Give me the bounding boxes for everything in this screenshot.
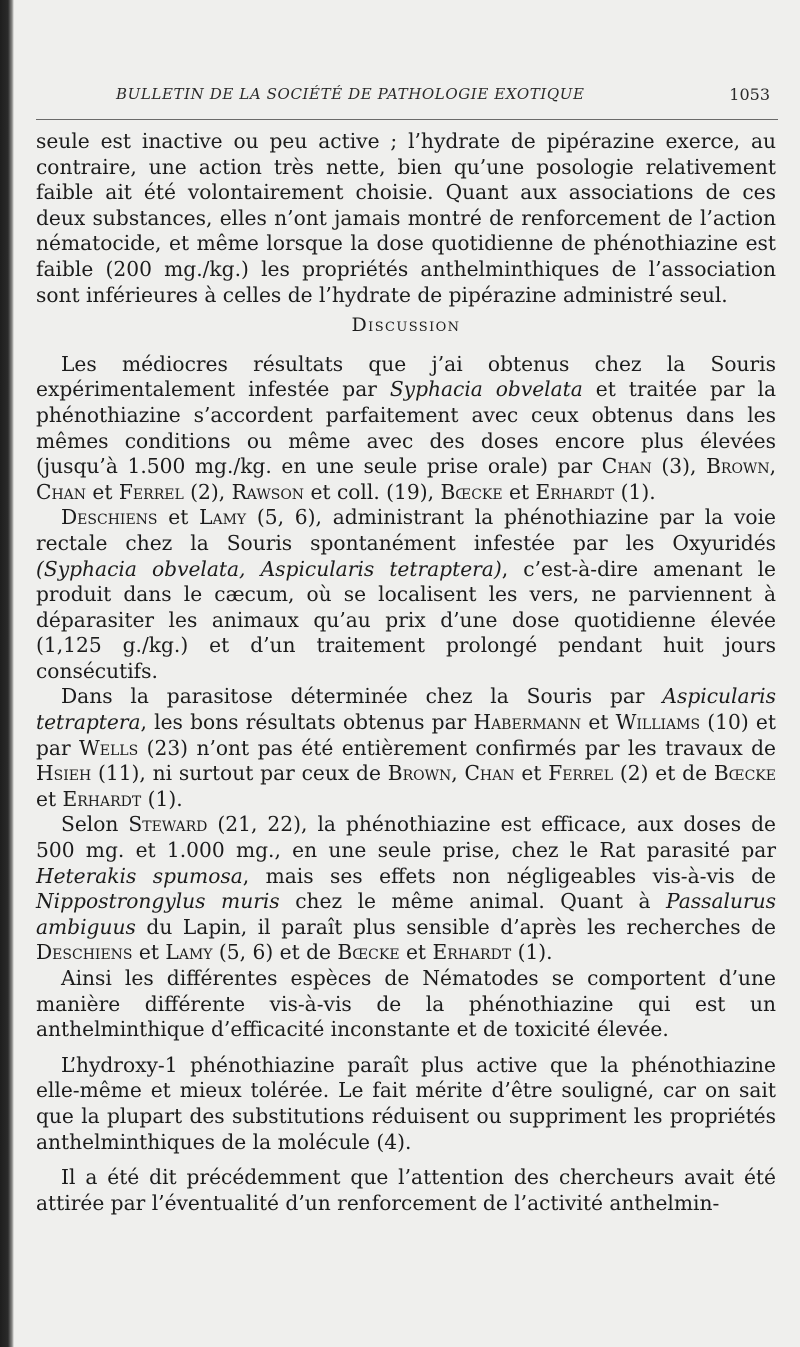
text-run: du Lapin, il paraît plus sensible d’après les recherches de [135,914,776,939]
text-run: (5, 6), administrant la phénothiazine par la voie rectale chez la Souris spontanément infestée par les Oxyuridés [36,505,776,555]
author-name: Brown [706,454,770,479]
text-run: et [399,940,433,965]
author-name: Steward [128,812,208,837]
text-run: , [451,761,465,786]
author-name: Hsieh [36,761,92,786]
text-run: (3), [651,454,707,479]
author-name: Deschiens [36,940,133,965]
text-run: (11), ni surtout par ceux de [91,761,388,786]
text-run: et traitée par la phénothiazine s’accordent parfaitement avec ceux obtenus dans les mêmes conditions ou même avec des doses encore plus élevées (jusqu’à 1.500 mg./kg. en une seule prise orale) par [36,377,776,479]
author-name: Lamy [199,505,247,530]
running-head: BULLETIN DE LA SOCIÉTÉ DE PATHOLOGIE EXOTIQUE [116,85,585,103]
text-run: (5, 6) et de [212,940,338,965]
author-name: Brown [387,761,452,786]
author-name: Bœcke [440,479,503,504]
text-run: (1). [614,479,656,504]
author-name: Rawson [231,479,305,504]
section-heading: Discussion [351,314,461,337]
author-name: Erhardt [535,479,615,504]
paragraph [36,1053,776,1155]
text-run: et [581,710,616,735]
author-name: Ferrel [548,761,614,786]
author-name: Lamy [165,940,213,965]
author-name: Erhardt [62,786,142,811]
paragraph [36,352,776,506]
text-run: (2) et de [613,761,714,786]
author-name: Deschiens [61,505,158,530]
text-run: Les médiocres résultats que j’ai obtenus chez la Souris expérimentalement infestée par [36,351,776,402]
text-run: (1). [141,786,183,811]
paragraph [36,505,776,684]
italic-text: Nippostrongylus muris [36,889,280,914]
text-run: Selon [61,812,129,837]
text-run: L’hydroxy-1 phénothiazine paraît plus active que la phénothiazine elle-même et mieux tolérée. Le fait mérite d’être souligné, car on sait que la plupart des substitutions réduisent ou suppriment les propriétés anthelminthiques de la molécule (4). [36,1052,776,1154]
author-name: Ferrel [118,479,184,504]
text-run: et [36,786,63,811]
header-rule [36,119,778,120]
text-run: , mais ses effets non négligeables vis-à-vis de [242,863,776,888]
italic-text: Passalurus ambiguus [36,889,776,939]
author-name: Bœcke [713,761,776,786]
page-binding-edge [0,0,14,1347]
text-run: (21, 22), la phénothiazine est efficace, aux doses de 500 mg. et 1.000 mg., en une seule prise, chez le Rat parasité par [36,812,776,863]
paragraph [36,129,776,308]
text-run: , [769,454,776,479]
text-run: et [157,505,200,530]
page-header [36,85,778,109]
text-run: et [502,479,536,504]
text-run: chez le même animal. Quant à [279,889,667,914]
italic-text: Heterakis spumosa [36,863,243,888]
paragraph [36,1165,776,1216]
text-run: et coll. (19), [304,479,441,504]
author-name: Chan [36,479,87,504]
text-run: (23) n’ont pas été entièrement confirmés par les travaux de [138,735,776,760]
italic-text: Syphacia obvelata [389,377,583,402]
text-run: seule est inactive ou peu active ; l’hydrate de pipérazine exerce, au contraire, une action très nette, bien qu’une posologie relativement faible ait été volontairement choisie. Quant aux associations de ces deux substances, elles n’ont jamais montré de renforcement de l’action nématocide, et même lorsque la dose quotidienne de phénothiazine est faible (200 mg./kg.) les propriétés anthelminthiques de l’association sont inférieures à celles de l’hydrate de pipérazine administré seul. [36,129,776,307]
text-run: et [514,761,549,786]
author-name: Erhardt [432,940,512,965]
author-name: Bœcke [337,940,400,965]
paragraph [36,812,776,966]
text-run: , les bons résultats obtenus par [140,710,474,735]
text-run: (10) et par [36,710,776,760]
author-name: Chan [601,454,652,479]
text-run: Il a été dit précédemment que l’attention des chercheurs avait été attirée par l’éventualité d’un renforcement de l’activité anthelmin- [36,1165,776,1215]
text-run: Dans la parasitose déterminée chez la Souris par [61,684,663,709]
author-name: Chan [464,761,515,786]
text-run: Ainsi les différentes espèces de Nématodes se comportent d’une manière différente vis-à-vis de la phénothiazine qui est un anthelminthique d’efficacité inconstante et de toxicité élevée. [36,966,776,1042]
author-name: Williams [615,710,701,735]
page-number: 1053 [729,85,770,104]
italic-text: (Syphacia obvelata, Aspicularis tetraptera) [36,556,502,581]
author-name: Habermann [473,710,582,735]
paragraph [36,684,776,812]
journal-page [36,0,778,1347]
text-run: et [86,479,119,504]
text-run: (2), [183,479,232,504]
text-run: , c’est-à-dire amenant le produit dans le cæcum, où se localisent les vers, ne parviennent à déparasiter les animaux qu’au prix d’une dose quotidienne élevée (1,125 g./kg.) et d’un traitement prolongé pendant huit jours consécutifs. [36,556,776,683]
article-body [36,129,776,1216]
text-run: (1). [511,940,553,965]
paragraph [36,966,776,1043]
author-name: Wells [79,735,139,760]
text-run: et [132,940,166,965]
italic-text: Aspicularis tetraptera [36,684,776,735]
